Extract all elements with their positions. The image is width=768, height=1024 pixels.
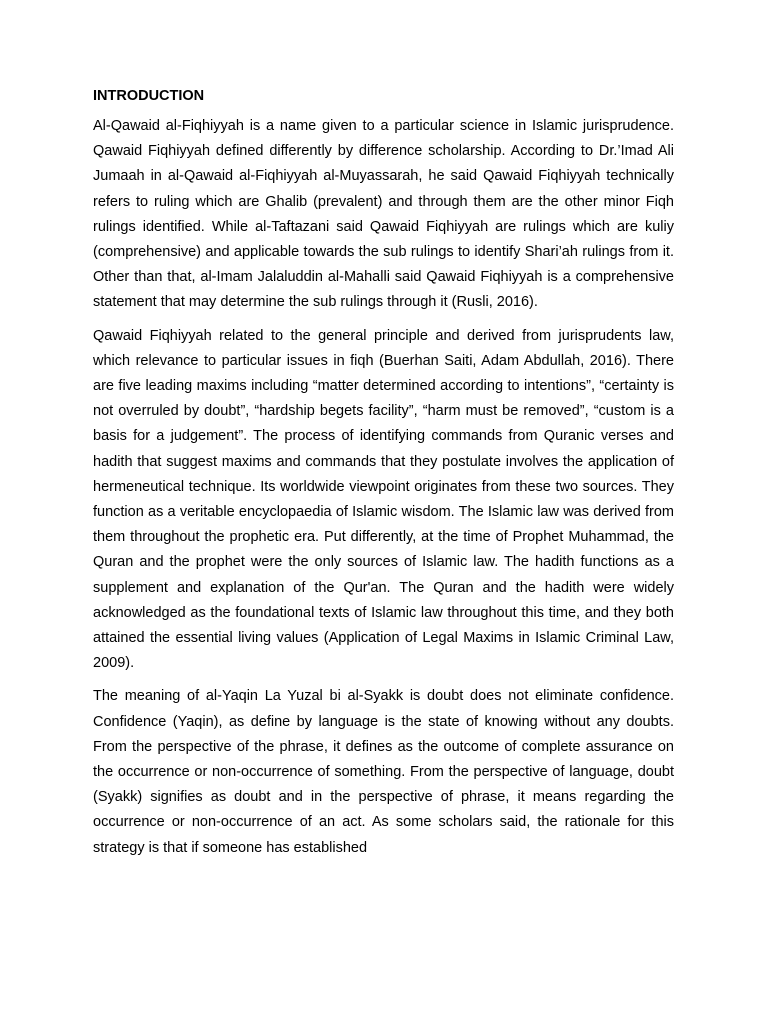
paragraph-1: Al-Qawaid al-Fiqhiyyah is a name given to a particular science in Islamic jurisprudence. Qawaid Fiqhiyyah defined differently by difference scholarship. According to Dr.’Imad Ali Jumaah in al-Qawaid al-Fiqhiyyah al-Muyassarah, he said Qawaid Fiqhiyyah technically refers to ruling which are Ghalib (prevalent) and through them are the other minor Fiqh rulings identified. While al-Taftazani said Qawaid Fiqhiyyah are rulings which are kuliy (comprehensive) and applicable towards the sub rulings to identify Shari’ah rulings from it. Other than that, al-Imam Jalaluddin al-Mahalli said Qawaid Fiqhiyyah is a comprehensive statement that may determine the sub rulings through it (Rusli, 2016). [93, 118, 674, 311]
section-heading: INTRODUCTION [93, 88, 205, 104]
paragraph-2: Qawaid Fiqhiyyah related to the general principle and derived from jurisprudents law, which relevance to particular issues in fiqh (Buerhan Saiti, Adam Abdullah, 2016). There are five leading maxims including “matter determined according to intentions”, “certainty is not overruled by doubt”, “hardship begets facility”, “harm must be removed”, “custom is a basis for a judgement”. The process of identifying commands from Quranic verses and hadith that suggest maxims and commands that they postulate involves the application of hermeneutical technique. Its worldwide viewpoint originates from these two sources. They function as a veritable encyclopaedia of Islamic wisdom. The Islamic law was derived from them throughout the prophetic era. Put differently, at the time of Prophet Muhammad, the Quran and the prophet were the only sources of Islamic law. The hadith functions as a supplement and explanation of the Qur'an. The Quran and the hadith were widely acknowledged as the foundational texts of Islamic law throughout this time, and they both attained the essential living values (Application of Legal Maxims in Islamic Criminal Law, 2009). [93, 327, 674, 672]
document-page [93, 85, 674, 856]
paragraph-3: The meaning of al-Yaqin La Yuzal bi al-Syakk is doubt does not eliminate confidence. Confidence (Yaqin), as define by language is the state of knowing without any doubts. From the perspective of the phrase, it defines as the outcome of complete assurance on the occurrence or non-occurrence of something. From the perspective of language, doubt (Syakk) signifies as doubt and in the perspective of phrase, it means regarding the occurrence or non-occurrence of an act. As some scholars said, the rationale for this strategy is that if someone has established [93, 688, 674, 856]
